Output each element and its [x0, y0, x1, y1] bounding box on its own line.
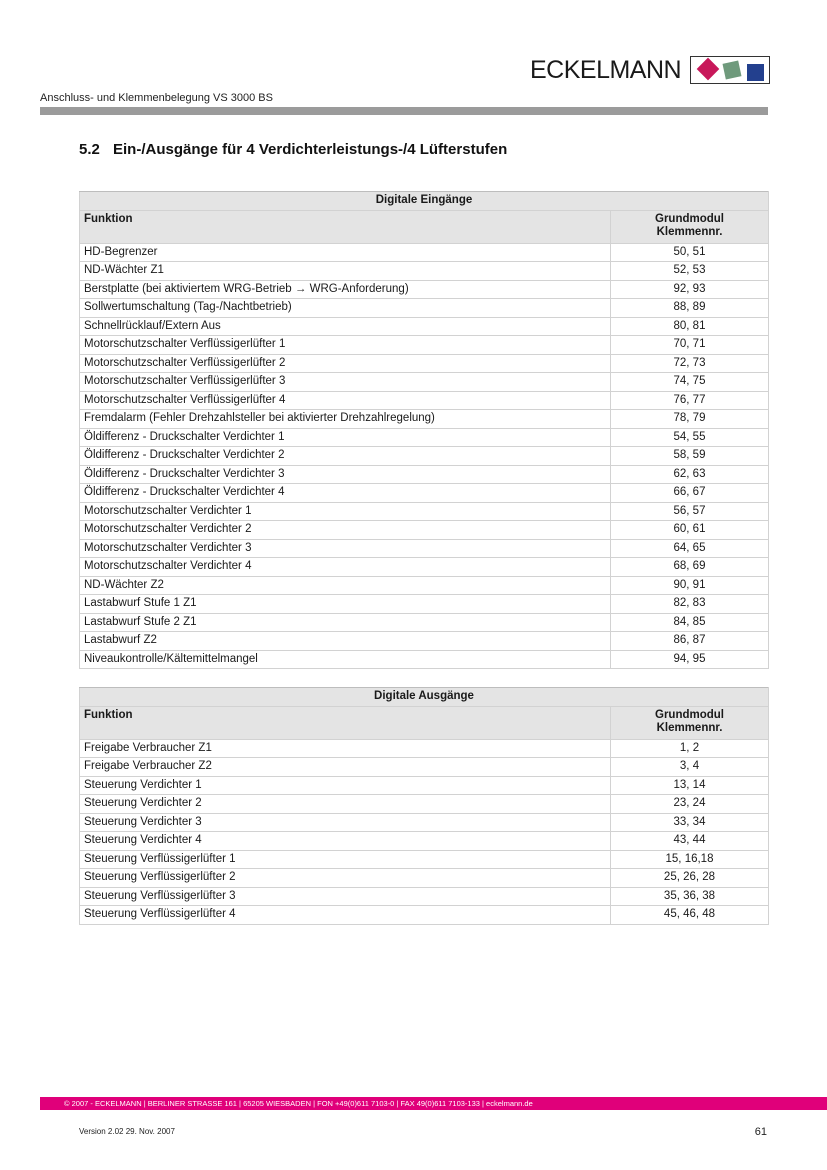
- table-row: [80, 521, 769, 540]
- company-logo: [530, 56, 681, 84]
- terminal-cell: 64, 65: [611, 539, 769, 558]
- table-row: [80, 447, 769, 466]
- table-row: [80, 576, 769, 595]
- table-row: [80, 410, 769, 429]
- function-cell: Öldifferenz - Druckschalter Verdichter 2: [80, 447, 611, 466]
- function-cell: Öldifferenz - Druckschalter Verdichter 4: [80, 484, 611, 503]
- table-row: [80, 317, 769, 336]
- table-row: [80, 484, 769, 503]
- function-cell: Lastabwurf Stufe 1 Z1: [80, 595, 611, 614]
- table-row: [80, 336, 769, 355]
- terminal-cell: 25, 26, 28: [611, 869, 769, 888]
- function-cell: Motorschutzschalter Verdichter 3: [80, 539, 611, 558]
- terminal-cell: 86, 87: [611, 632, 769, 651]
- document-subtitle: Anschluss- und Klemmenbelegung VS 3000 BS: [40, 92, 273, 104]
- section-title-text: Ein-/Ausgänge für 4 Verdichterleistungs-/4 Lüfterstufen: [113, 141, 508, 158]
- terminal-cell: 54, 55: [611, 428, 769, 447]
- table-title: Digitale Eingänge: [80, 192, 769, 211]
- page-number: 61: [754, 1126, 767, 1138]
- table-row: [80, 428, 769, 447]
- table-row: [80, 832, 769, 851]
- terminal-cell: 3, 4: [611, 758, 769, 777]
- function-cell: Öldifferenz - Druckschalter Verdichter 3: [80, 465, 611, 484]
- table-row: [80, 795, 769, 814]
- column-header-terminal-line2: Klemmennr.: [656, 225, 723, 238]
- function-cell: Steuerung Verdichter 3: [80, 813, 611, 832]
- function-cell: Freigabe Verbraucher Z2: [80, 758, 611, 777]
- function-cell: Steuerung Verflüssigerlüfter 1: [80, 850, 611, 869]
- terminal-cell: 15, 16,18: [611, 850, 769, 869]
- terminal-cell: 45, 46, 48: [611, 906, 769, 925]
- terminal-cell: 60, 61: [611, 521, 769, 540]
- column-header-terminal-line1: Grundmodul: [655, 708, 724, 721]
- function-cell: HD-Begrenzer: [80, 243, 611, 262]
- table-title: Digitale Ausgänge: [80, 688, 769, 707]
- function-cell: Fremdalarm (Fehler Drehzahlsteller bei aktivierter Drehzahlregelung): [80, 410, 611, 429]
- terminal-cell: 90, 91: [611, 576, 769, 595]
- terminal-cell: 88, 89: [611, 299, 769, 318]
- function-cell: Steuerung Verdichter 2: [80, 795, 611, 814]
- function-cell: Motorschutzschalter Verflüssigerlüfter 1: [80, 336, 611, 355]
- table-title-row: [80, 688, 769, 707]
- terminal-cell: 33, 34: [611, 813, 769, 832]
- table-row: [80, 391, 769, 410]
- function-cell: ND-Wächter Z2: [80, 576, 611, 595]
- function-cell: Schnellrücklauf/Extern Aus: [80, 317, 611, 336]
- terminal-cell: 1, 2: [611, 739, 769, 758]
- function-cell: Steuerung Verflüssigerlüfter 4: [80, 906, 611, 925]
- function-cell: Motorschutzschalter Verflüssigerlüfter 4: [80, 391, 611, 410]
- terminal-cell: 68, 69: [611, 558, 769, 577]
- table-row: [80, 354, 769, 373]
- table-row: [80, 739, 769, 758]
- table-row: [80, 887, 769, 906]
- table-row: [80, 758, 769, 777]
- function-cell: Motorschutzschalter Verdichter 4: [80, 558, 611, 577]
- table-row: [80, 850, 769, 869]
- digital-outputs-table: [79, 687, 769, 925]
- table-row: [80, 776, 769, 795]
- footer-version: Version 2.02 29. Nov. 2007: [79, 1127, 175, 1136]
- function-cell: Berstplatte (bei aktiviertem WRG-Betrieb → WRG-Anforderung): [80, 280, 611, 299]
- function-cell: ND-Wächter Z1: [80, 262, 611, 281]
- table-row: [80, 632, 769, 651]
- logo-squares-icon: [690, 56, 770, 84]
- terminal-cell: 82, 83: [611, 595, 769, 614]
- function-cell: Motorschutzschalter Verflüssigerlüfter 2: [80, 354, 611, 373]
- column-header-terminal: [611, 706, 769, 739]
- green-square-icon: [723, 61, 742, 80]
- table-header-row: [80, 210, 769, 243]
- column-header-terminal: [611, 210, 769, 243]
- logo-text: ECKELMANN: [530, 56, 682, 84]
- table-row: [80, 502, 769, 521]
- terminal-cell: 13, 14: [611, 776, 769, 795]
- column-header-terminal-line1: Grundmodul: [655, 212, 724, 225]
- terminal-cell: 56, 57: [611, 502, 769, 521]
- function-cell: Steuerung Verflüssigerlüfter 3: [80, 887, 611, 906]
- function-cell: Lastabwurf Z2: [80, 632, 611, 651]
- function-cell: Sollwertumschaltung (Tag-/Nachtbetrieb): [80, 299, 611, 318]
- table-row: [80, 299, 769, 318]
- function-cell: Steuerung Verflüssigerlüfter 2: [80, 869, 611, 888]
- section-heading: [79, 141, 507, 158]
- table-row: [80, 373, 769, 392]
- digital-inputs-table: [79, 191, 769, 669]
- terminal-cell: 52, 53: [611, 262, 769, 281]
- table-header-row: [80, 706, 769, 739]
- terminal-cell: 80, 81: [611, 317, 769, 336]
- table-row: [80, 465, 769, 484]
- table-title-row: [80, 192, 769, 211]
- function-cell: Niveaukontrolle/Kältemittelmangel: [80, 650, 611, 669]
- function-cell: Motorschutzschalter Verdichter 2: [80, 521, 611, 540]
- table-row: [80, 558, 769, 577]
- column-header-terminal-line2: Klemmennr.: [656, 721, 723, 734]
- header-divider-bar: [40, 107, 768, 115]
- function-cell: Freigabe Verbraucher Z1: [80, 739, 611, 758]
- table-row: [80, 650, 769, 669]
- table-row: [80, 262, 769, 281]
- function-cell: Motorschutzschalter Verdichter 1: [80, 502, 611, 521]
- terminal-cell: 35, 36, 38: [611, 887, 769, 906]
- table-row: [80, 539, 769, 558]
- table-row: [80, 906, 769, 925]
- function-cell: Motorschutzschalter Verflüssigerlüfter 3: [80, 373, 611, 392]
- function-cell: Steuerung Verdichter 4: [80, 832, 611, 851]
- terminal-cell: 74, 75: [611, 373, 769, 392]
- blue-square-icon: [747, 64, 764, 81]
- function-cell: Steuerung Verdichter 1: [80, 776, 611, 795]
- terminal-cell: 76, 77: [611, 391, 769, 410]
- terminal-cell: 94, 95: [611, 650, 769, 669]
- section-number: 5.2: [79, 141, 100, 158]
- magenta-square-icon: [697, 58, 720, 81]
- terminal-cell: 70, 71: [611, 336, 769, 355]
- column-header-function: Funktion: [80, 210, 611, 243]
- column-header-function: Funktion: [80, 706, 611, 739]
- terminal-cell: 43, 44: [611, 832, 769, 851]
- function-cell: Öldifferenz - Druckschalter Verdichter 1: [80, 428, 611, 447]
- table-row: [80, 813, 769, 832]
- terminal-cell: 72, 73: [611, 354, 769, 373]
- terminal-cell: 92, 93: [611, 280, 769, 299]
- terminal-cell: 23, 24: [611, 795, 769, 814]
- terminal-cell: 66, 67: [611, 484, 769, 503]
- function-cell: Lastabwurf Stufe 2 Z1: [80, 613, 611, 632]
- table-row: [80, 280, 769, 299]
- terminal-cell: 50, 51: [611, 243, 769, 262]
- table-row: [80, 595, 769, 614]
- table-row: [80, 869, 769, 888]
- table-row: [80, 613, 769, 632]
- table-row: [80, 243, 769, 262]
- terminal-cell: 78, 79: [611, 410, 769, 429]
- terminal-cell: 62, 63: [611, 465, 769, 484]
- terminal-cell: 58, 59: [611, 447, 769, 466]
- terminal-cell: 84, 85: [611, 613, 769, 632]
- footer-address-bar: © 2007 - ECKELMANN | BERLINER STRASSE 161 | 65205 WIESBADEN | FON +49(0)611 7103-0 | FAX 49(0)611 7103-133 | eckelmann.de: [40, 1097, 827, 1110]
